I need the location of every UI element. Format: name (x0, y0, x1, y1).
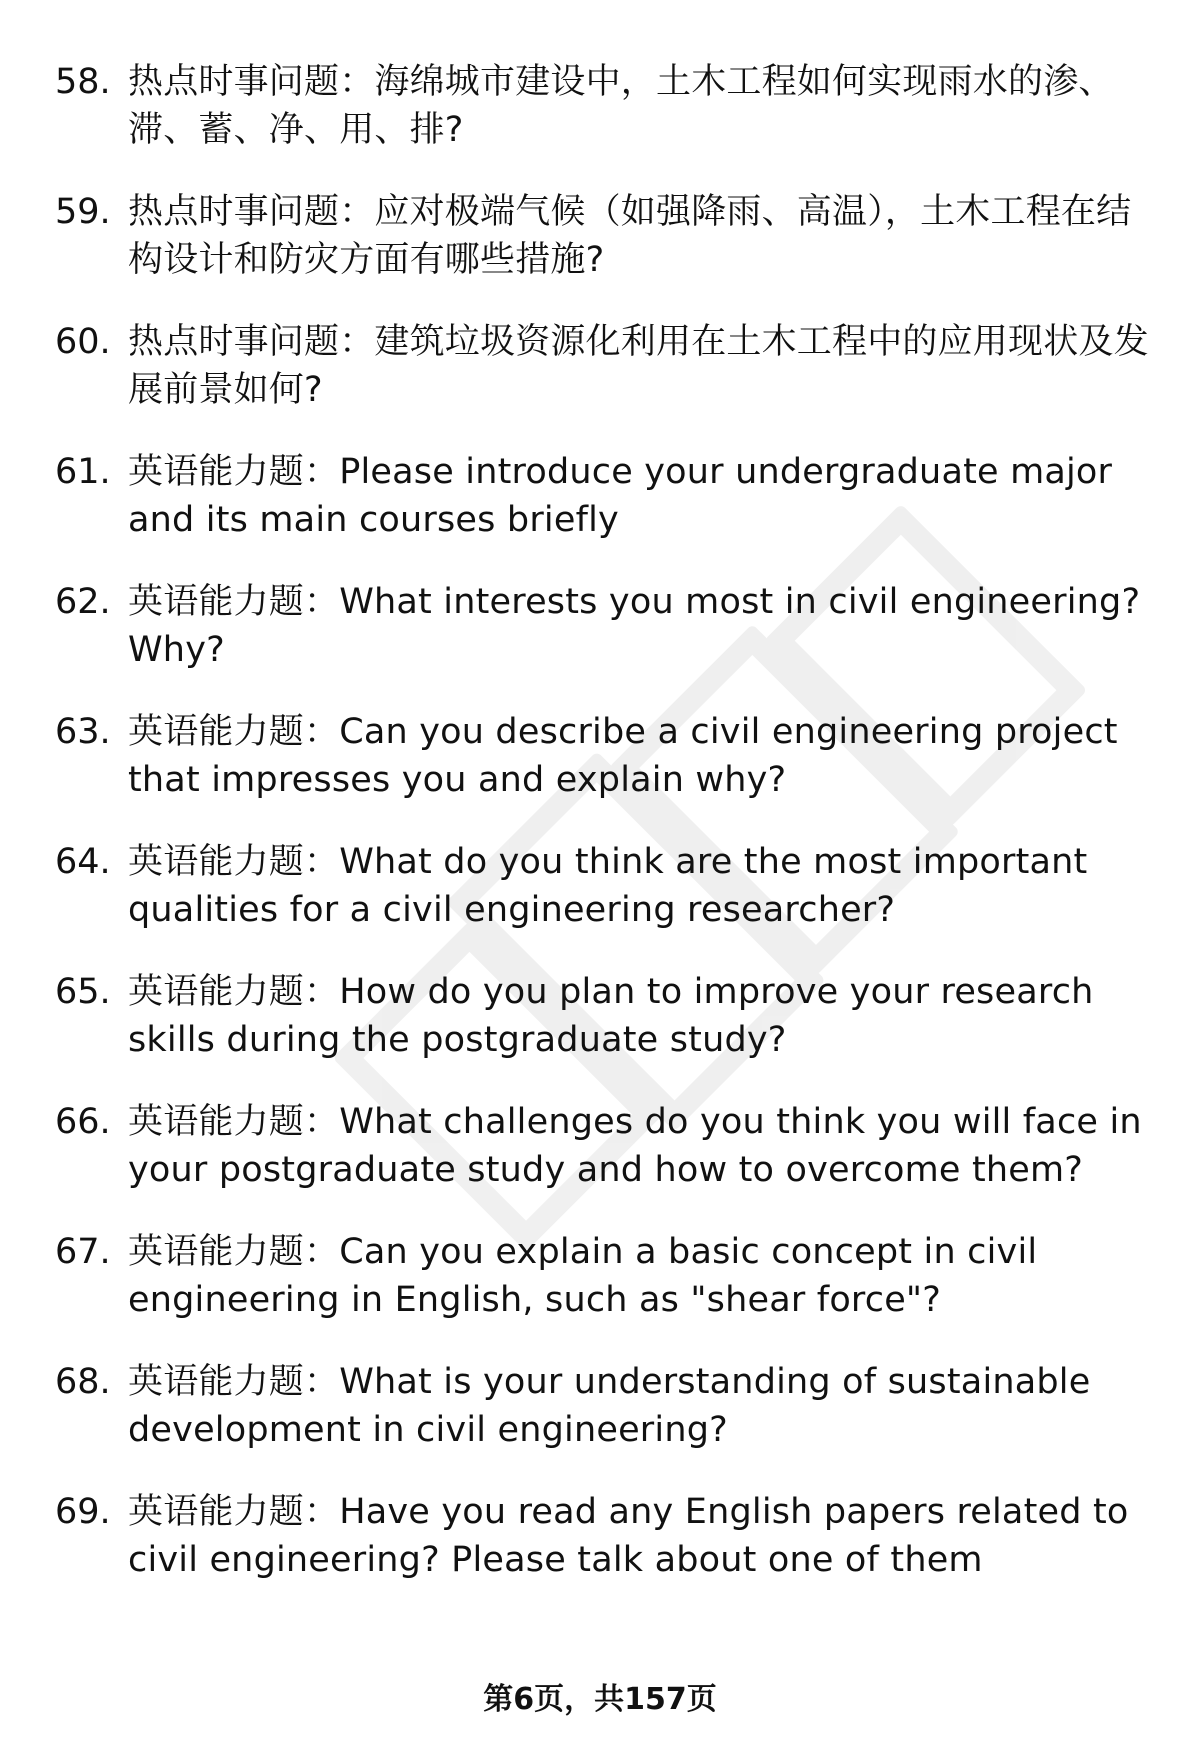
question-item-66 (55, 1098, 1155, 1194)
question-text: 英语能力题：What is your understanding of sustainable development in civil engineering? (128, 1362, 1091, 1450)
question-item-58 (55, 58, 1155, 154)
question-item-63 (55, 708, 1155, 804)
question-item-65 (55, 968, 1155, 1064)
question-number: 67. (55, 1232, 111, 1272)
question-number: 69. (55, 1492, 111, 1532)
question-number: 64. (55, 842, 111, 882)
question-item-62 (55, 578, 1155, 674)
page-footer: 第6页，共157页 (483, 1682, 717, 1717)
question-number: 65. (55, 972, 111, 1012)
question-item-69 (55, 1488, 1155, 1584)
question-item-67 (55, 1228, 1155, 1324)
question-text: 英语能力题：Can you explain a basic concept in civil engineering in English, such as "shear force"? (128, 1232, 1038, 1320)
question-text: 英语能力题：What do you think are the most important qualities for a civil engineering researcher? (128, 842, 1088, 930)
question-text: 英语能力题：How do you plan to improve your research skills during the postgraduate study? (128, 972, 1094, 1060)
question-number: 61. (55, 452, 111, 492)
question-list (55, 58, 1155, 1618)
question-number: 58. (55, 62, 111, 102)
question-text: 英语能力题：Have you read any English papers related to civil engineering? Please talk about one of them (128, 1492, 1129, 1580)
question-text: 热点时事问题：应对极端气候（如强降雨、高温），土木工程在结构设计和防灾方面有哪些措施? (128, 192, 1132, 280)
question-number: 66. (55, 1102, 111, 1142)
question-item-68 (55, 1358, 1155, 1454)
question-item-59 (55, 188, 1155, 284)
question-item-61 (55, 448, 1155, 544)
question-item-64 (55, 838, 1155, 934)
question-item-60 (55, 318, 1155, 414)
question-text: 热点时事问题：海绵城市建设中，土木工程如何实现雨水的渗、滞、蓄、净、用、排? (128, 62, 1114, 150)
question-text: 热点时事问题：建筑垃圾资源化利用在土木工程中的应用现状及发展前景如何? (128, 322, 1149, 410)
question-text: 英语能力题：Please introduce your undergraduate major and its main courses briefly (128, 452, 1113, 540)
question-number: 59. (55, 192, 111, 232)
question-text: 英语能力题：What interests you most in civil engineering? Why? (128, 582, 1141, 670)
question-text: 英语能力题：Can you describe a civil engineering project that impresses you and explain why? (128, 712, 1118, 800)
question-number: 62. (55, 582, 111, 622)
question-text: 英语能力题：What challenges do you think you will face in your postgraduate study and how to overcome them? (128, 1102, 1142, 1190)
question-number: 68. (55, 1362, 111, 1402)
question-number: 60. (55, 322, 111, 362)
question-number: 63. (55, 712, 111, 752)
